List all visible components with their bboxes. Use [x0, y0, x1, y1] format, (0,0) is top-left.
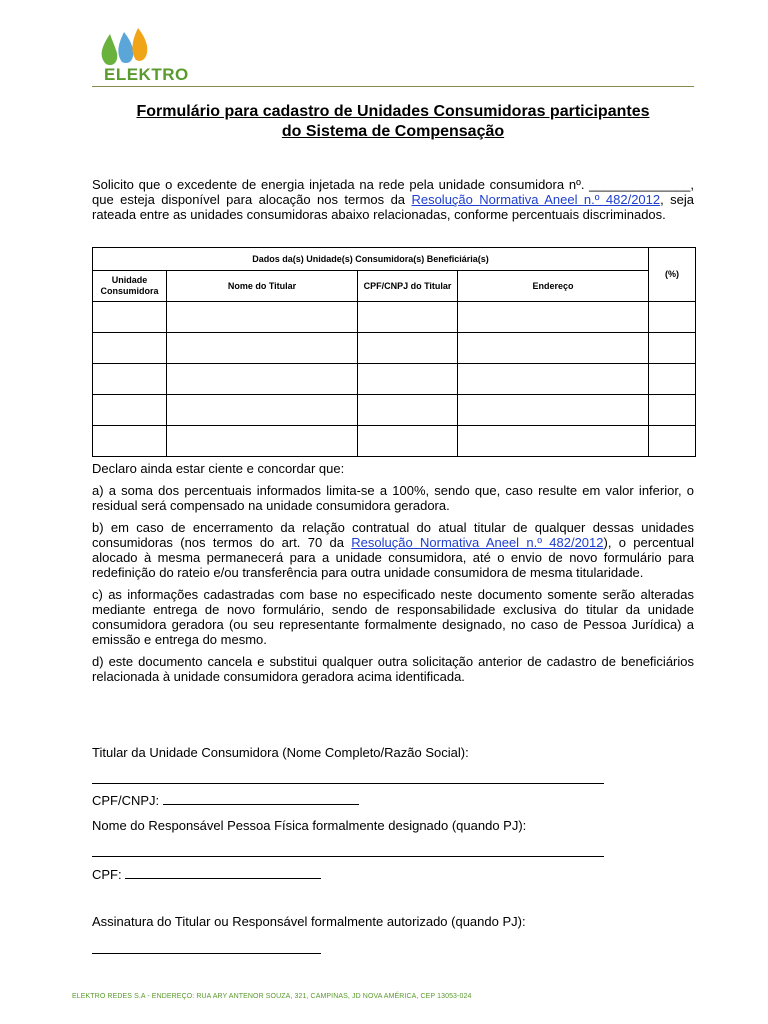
table-cell[interactable] [649, 364, 696, 395]
clause-c: c) as informações cadastradas com base no especificado neste documento somente serão alteradas mediante entrega de novo formulário, sendo de responsabilidade exclusiva do titular da unidade consumidora geradora (ou seu representante formalmente designado, no caso de Pessoa Jurídica) a emissão e entrega do mesmo. [92, 587, 694, 647]
clause-b-text-1: b) em caso de encerramento da relação contratual do atual titular de qualquer dessas unidades consumidoras (nos termos do art. 70 da [92, 520, 694, 550]
table-row [93, 395, 696, 426]
cpfcnpj-row [92, 793, 359, 808]
intro-paragraph [92, 177, 694, 222]
table-cell[interactable] [358, 364, 458, 395]
table-cell[interactable] [358, 333, 458, 364]
intro-text-2: , seja rateada entre as unidades consumidoras abaixo relacionadas, conforme percentuais discriminados. [92, 192, 694, 222]
table-cell[interactable] [458, 426, 649, 457]
resolucao-normativa-link-2[interactable]: Resolução Normativa Aneel n.º 482/2012 [351, 535, 604, 550]
titular-label: Titular da Unidade Consumidora (Nome Completo/Razão Social): [92, 745, 469, 760]
table-cell[interactable] [358, 395, 458, 426]
table-cell[interactable] [93, 364, 167, 395]
footer-address: ELEKTRO REDES S.A - ENDEREÇO: RUA ARY ANTENOR SOUZA, 321, CAMPINAS, JD NOVA AMÉRICA, CEP 13053-024 [72, 993, 472, 1000]
declaration-section [92, 461, 694, 691]
table-header-cpfcnpj: CPF/CNPJ do Titular [358, 271, 458, 302]
cpf-row [92, 867, 321, 882]
table-header-percent: (%) [649, 248, 696, 302]
table-cell[interactable] [649, 426, 696, 457]
titular-field[interactable] [92, 783, 604, 784]
table-row [93, 364, 696, 395]
table-cell[interactable] [93, 426, 167, 457]
title-line-1: Formulário para cadastro de Unidades Consumidoras participantes [136, 103, 650, 120]
table-cell[interactable] [167, 302, 358, 333]
table-cell[interactable] [167, 333, 358, 364]
responsavel-field[interactable] [92, 856, 604, 857]
table-row [93, 426, 696, 457]
table-header-unidade: Unidade Consumidora [93, 271, 167, 302]
table-cell[interactable] [167, 426, 358, 457]
table-row [93, 302, 696, 333]
cpfcnpj-field[interactable] [163, 793, 359, 805]
header-divider [92, 86, 694, 87]
beneficiary-table [92, 247, 696, 457]
table-cell[interactable] [458, 302, 649, 333]
table-cell[interactable] [458, 395, 649, 426]
table-cell[interactable] [649, 395, 696, 426]
table-cell[interactable] [167, 364, 358, 395]
table-cell[interactable] [93, 395, 167, 426]
table-cell[interactable] [93, 333, 167, 364]
table-cell[interactable] [93, 302, 167, 333]
table-cell[interactable] [458, 364, 649, 395]
assinatura-field[interactable] [92, 953, 321, 954]
document-title [92, 102, 694, 142]
cpf-field[interactable] [125, 867, 321, 879]
table-cell[interactable] [649, 333, 696, 364]
assinatura-label: Assinatura do Titular ou Responsável formalmente autorizado (quando PJ): [92, 914, 526, 929]
table-cell[interactable] [358, 302, 458, 333]
table-cell[interactable] [458, 333, 649, 364]
table-header-endereco: Endereço [458, 271, 649, 302]
clause-a: a) a soma dos percentuais informados limita-se a 100%, sendo que, caso resulte em valor inferior, o residual será compensado na unidade consumidora geradora. [92, 483, 694, 513]
declaration-intro: Declaro ainda estar ciente e concordar que: [92, 461, 345, 476]
table-row [93, 333, 696, 364]
table-cell[interactable] [649, 302, 696, 333]
clause-d: d) este documento cancela e substitui qualquer outra solicitação anterior de cadastro de beneficiários relacionada à unidade consumidora geradora acima identificada. [92, 654, 694, 684]
table-group-header: Dados da(s) Unidade(s) Consumidora(s) Beneficiária(s) [93, 248, 649, 271]
table-cell[interactable] [167, 395, 358, 426]
responsavel-label: Nome do Responsável Pessoa Física formalmente designado (quando PJ): [92, 818, 527, 833]
title-line-2: do Sistema de Compensação [281, 123, 505, 140]
resolucao-normativa-link[interactable]: Resolução Normativa Aneel n.º 482/2012 [411, 192, 661, 207]
table-cell[interactable] [358, 426, 458, 457]
clause-b-text-2: ), o percentual alocado à mesma permanecerá para a unidade consumidora, até o envio de novo formulário para redefinição do rateio e/ou transferência para outra unidade consumidora de mesma titularidade. [92, 535, 695, 580]
cpfcnpj-label: CPF/CNPJ: [92, 793, 160, 808]
cpf-label: CPF: [92, 867, 122, 882]
brand-name: ELEKTRO [104, 65, 189, 84]
intro-text-1: Solicito que o excedente de energia injetada na rede pela unidade consumidora nº. ______________, que esteja disponível para alocação nos termos da [92, 177, 694, 207]
clause-b [92, 520, 694, 580]
table-header-nome: Nome do Titular [167, 271, 358, 302]
